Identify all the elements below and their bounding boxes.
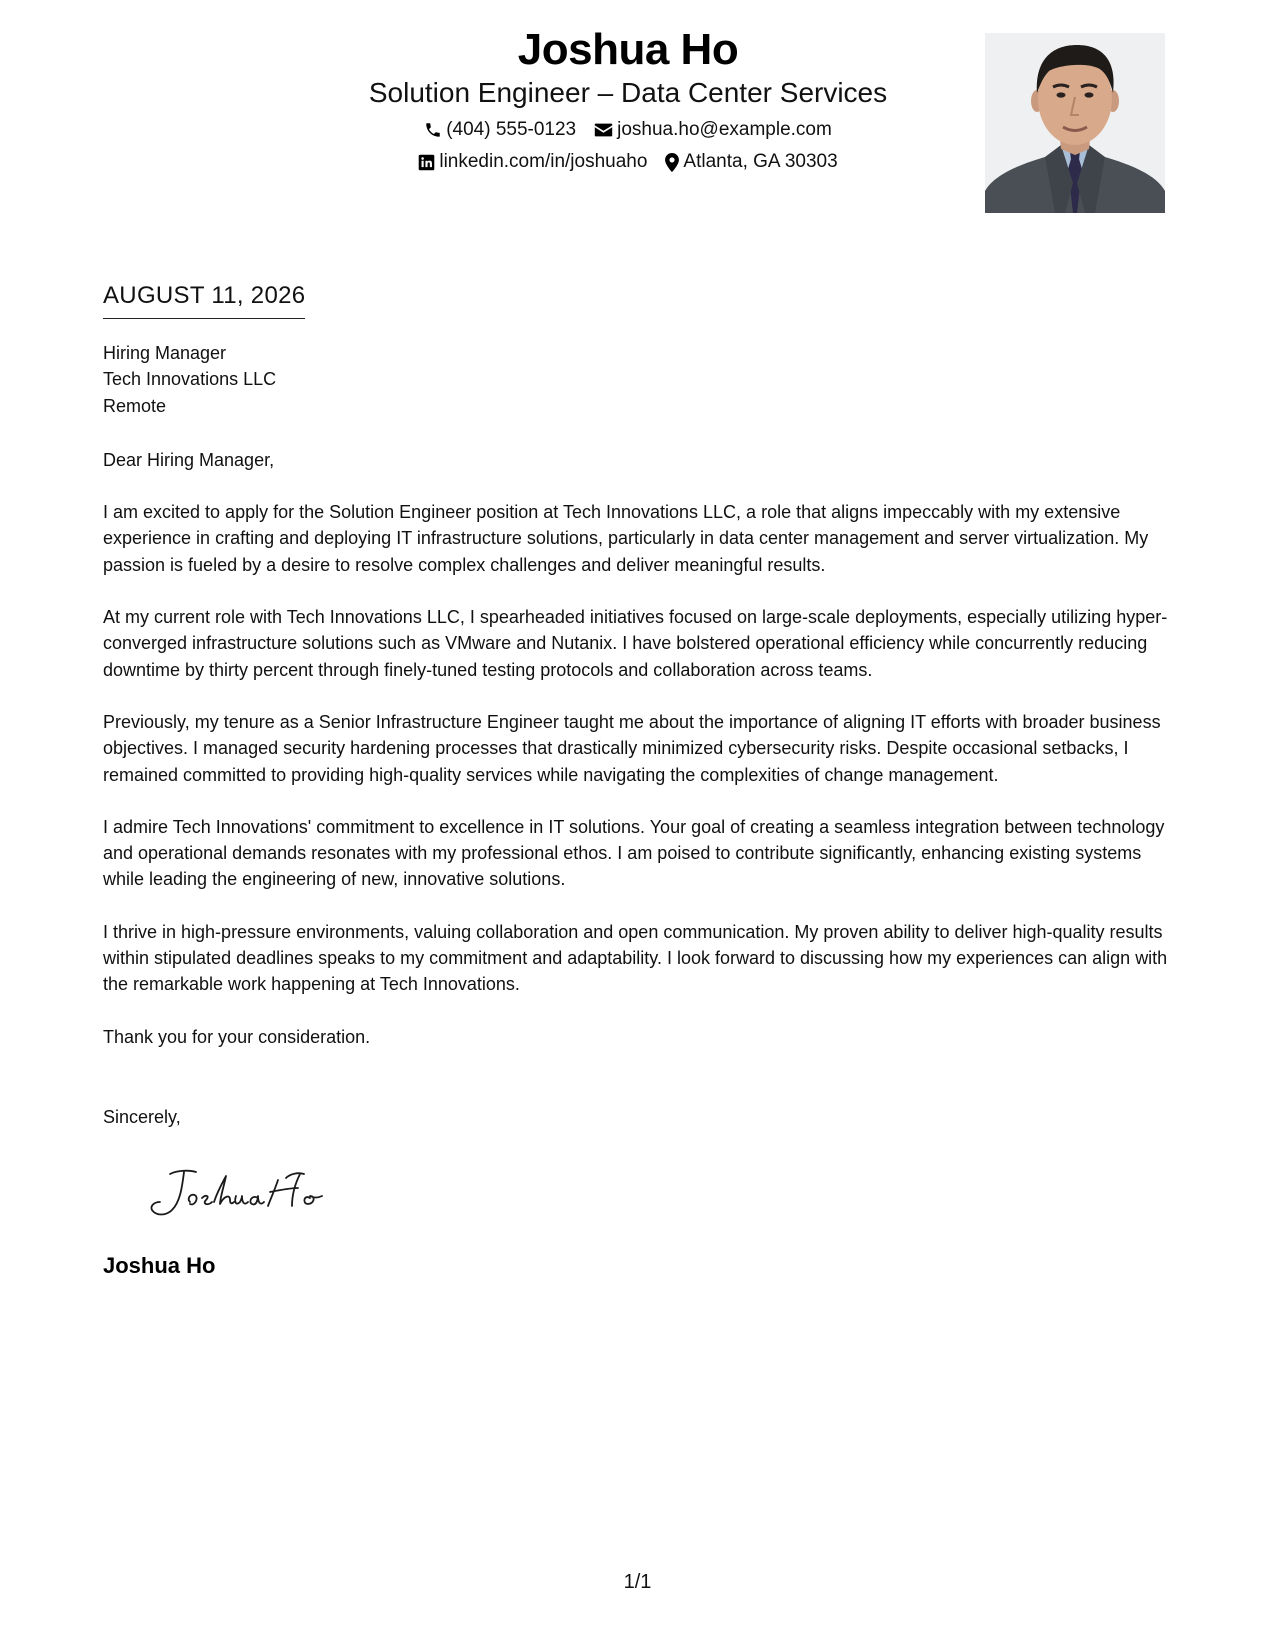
map-pin-icon [665, 153, 679, 172]
contact-location [665, 150, 837, 174]
signer-name: Joshua Ho [103, 1253, 216, 1278]
recipient-location: Remote [103, 395, 167, 416]
body-paragraph: At my current role with Tech Innovations LLC, I spearheaded initiatives focused on large-scale deployments, especially utilizing hyper-converged infrastructure solutions such as VMware and Nutanix. I have bolstered operational efficiency while concurrently reducing downtime by thirty percent through finely-tuned testing protocols and collaboration across teams. [103, 607, 1168, 680]
letter-body [103, 340, 1178, 1130]
body-paragraph: I admire Tech Innovations' commitment to excellence in IT solutions. Your goal of creating a seamless integration between technology and operational demands resonates with my professional ethos. I am poised to contribute significantly, enhancing existing systems while leading the engineering of new, innovative solutions. [103, 816, 1165, 890]
applicant-name: Joshua Ho [517, 25, 739, 74]
letter-date-block [103, 280, 305, 319]
body-paragraph: I am excited to apply for the Solution Engineer position at Tech Innovations LLC, a role that aligns impeccably with my extensive experience in crafting and deploying IT infrastructure solutions, particularly in data center management and server virtualization. My passion is fueled by a desire to resolve complex challenges and deliver meaningful results. [103, 502, 1149, 575]
recipient-block [103, 340, 1178, 419]
email-address[interactable]: joshua.ho@example.com [617, 119, 832, 140]
phone-number[interactable]: (404) 555-0123 [446, 119, 577, 140]
contact-phone [424, 118, 576, 142]
contact-row-2 [300, 150, 956, 174]
linkedin-url[interactable]: linkedin.com/in/joshuaho [439, 151, 648, 172]
applicant-title: Solution Engineer – Data Center Services [368, 77, 888, 108]
contact-email [594, 118, 832, 142]
contact-row-1 [300, 118, 956, 142]
handwritten-signature [140, 1162, 340, 1222]
recipient-company: Tech Innovations LLC [103, 369, 277, 390]
body-paragraph: I thrive in high-pressure environments, valuing collaboration and open communication. My proven ability to deliver high-quality results within stipulated deadlines speaks to my commitment and adaptability. I look forward to discussing how my experiences can align with the remarkable work happening at Tech Innovations. [103, 921, 1168, 995]
letter-date: AUGUST 11, 2026 [103, 280, 305, 319]
sign-off: Sincerely, [103, 1106, 181, 1127]
contact-linkedin [418, 150, 647, 174]
recipient-name: Hiring Manager [103, 343, 227, 363]
body-paragraph: Previously, my tenure as a Senior Infrastructure Engineer taught me about the importance of aligning IT efforts with broader business objectives. I managed security hardening processes that drastically minimized cybersecurity risks. Despite occasional setbacks, I remained committed to providing high-quality services while navigating the complexities of change management. [103, 711, 1161, 785]
linkedin-icon [418, 154, 435, 171]
location-text: Atlanta, GA 30303 [683, 151, 838, 172]
closing-thanks: Thank you for your consideration. [103, 1026, 371, 1047]
page-number: 1/1 [623, 1571, 652, 1593]
salutation: Dear Hiring Manager, [103, 449, 275, 470]
envelope-icon [594, 122, 613, 138]
letter-header [300, 24, 956, 174]
phone-icon [424, 121, 442, 139]
profile-photo [985, 33, 1165, 213]
